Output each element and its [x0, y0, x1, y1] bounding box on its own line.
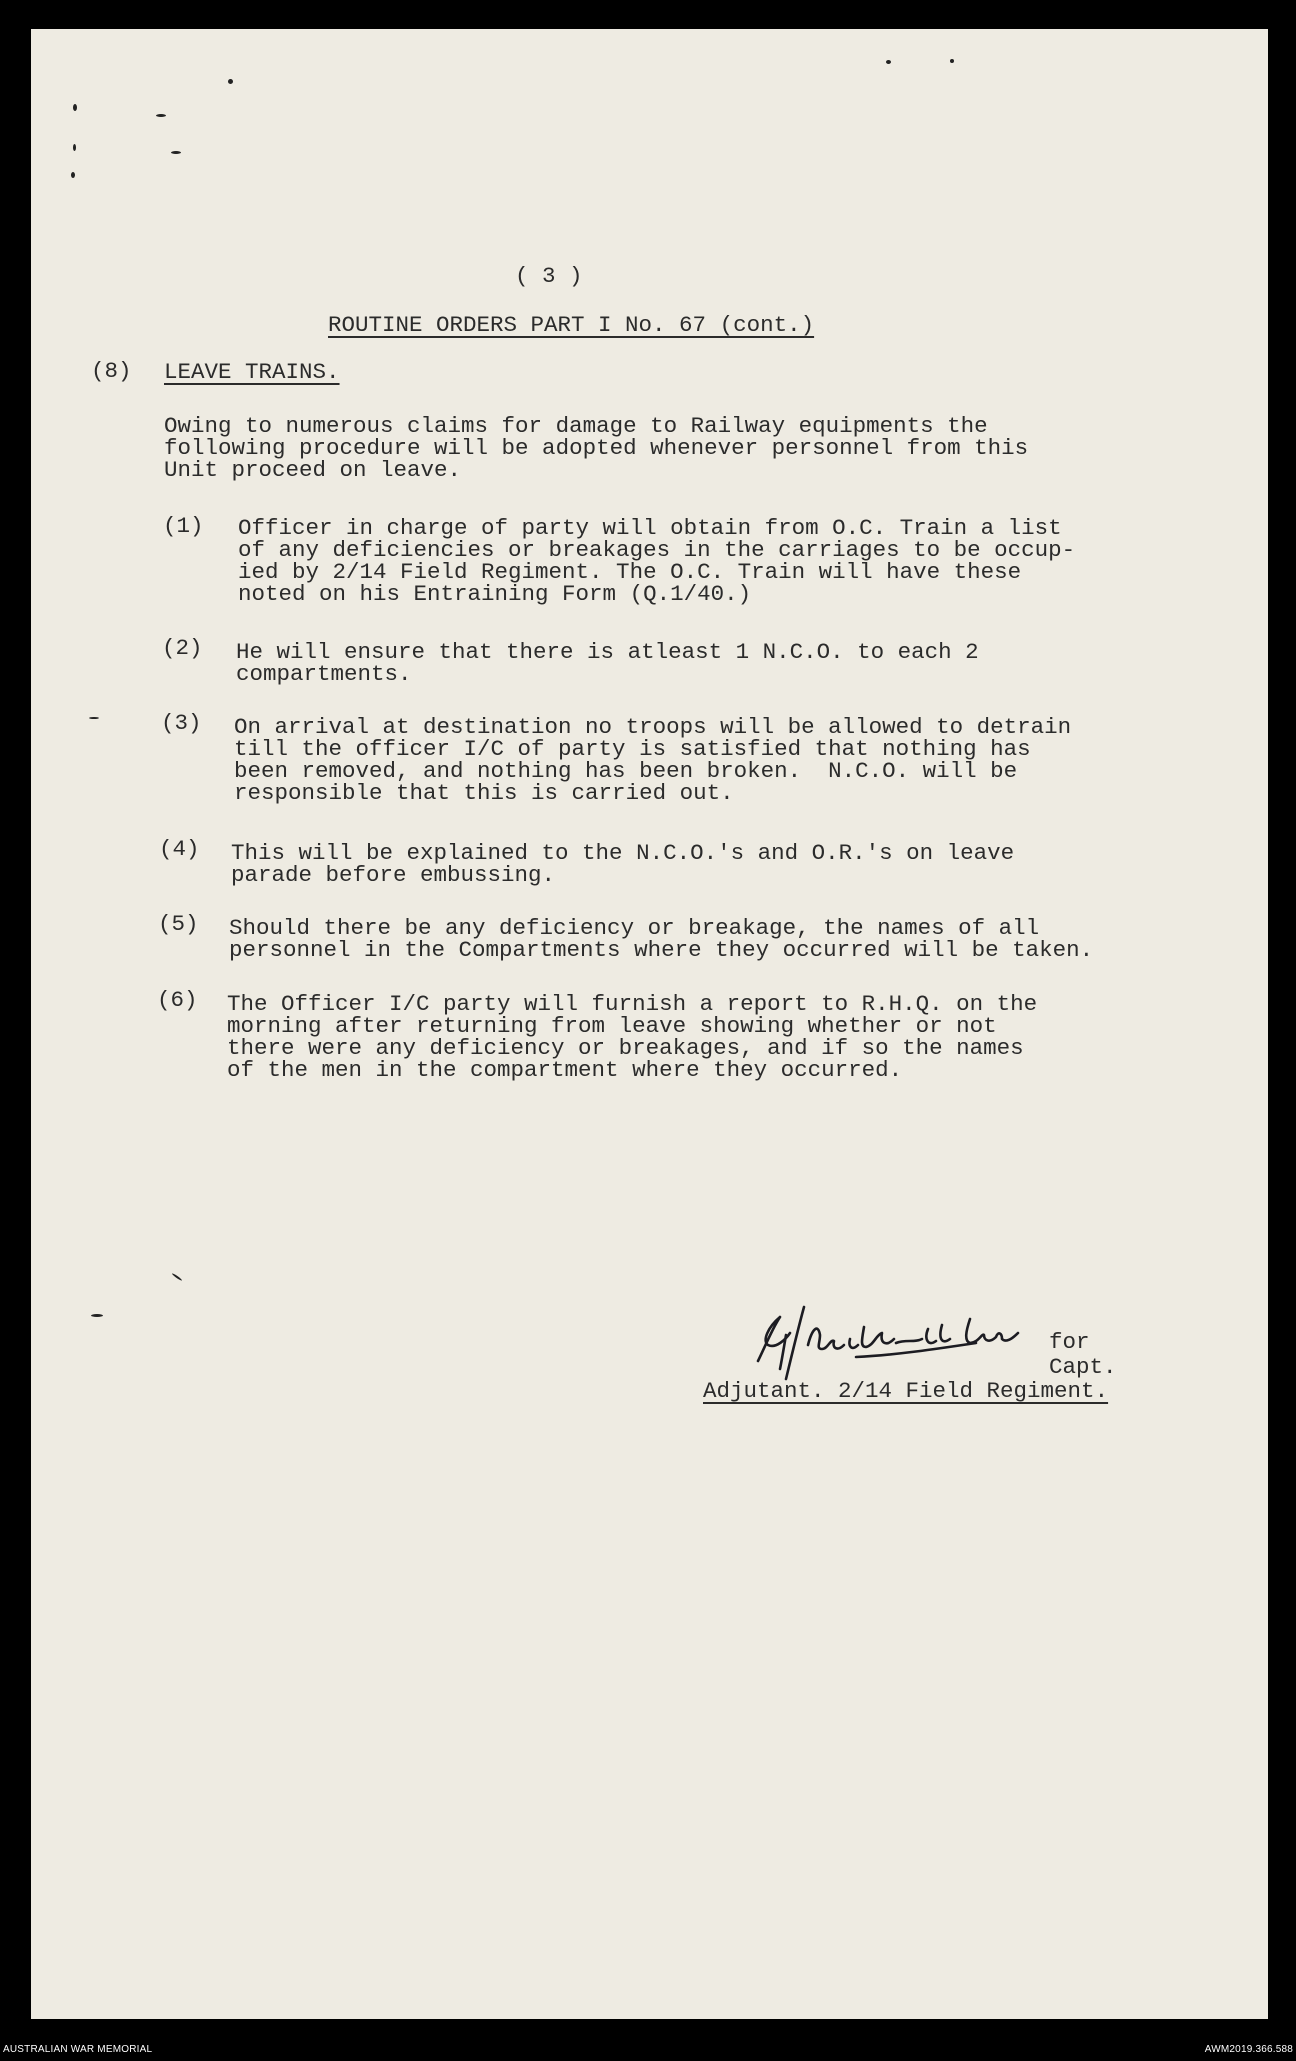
binder-mark	[156, 114, 166, 117]
item-number: (5)	[158, 911, 199, 937]
signature-capt: Capt.	[1049, 1354, 1117, 1380]
signature-for: for	[1049, 1329, 1090, 1355]
item-number: (6)	[157, 987, 198, 1013]
item-number: (2)	[162, 635, 203, 661]
binder-mark	[73, 144, 76, 151]
binder-mark	[73, 104, 77, 111]
intro-paragraph: Owing to numerous claims for damage to Railway equipments the following procedure will be adopted whenever personnel from this Unit proceed on leave.	[164, 413, 1029, 483]
binder-mark	[71, 172, 75, 178]
signature-title: Adjutant. 2/14 Field Regiment.	[703, 1378, 1109, 1404]
binder-mark	[91, 1314, 103, 1317]
item-number: (4)	[159, 836, 200, 862]
item-number: (3)	[161, 710, 202, 736]
section-number: (8)	[91, 358, 132, 384]
document-page	[31, 29, 1268, 2019]
binder-mark	[950, 59, 954, 63]
item-paragraph: Officer in charge of party will obtain from O.C. Train a list of any deficiencies or breakages in the carriages to be occup- ied by 2/14 Field Regiment. The O.C. Train will have these noted on his Entraining Form (Q.1/40.)	[238, 515, 1076, 607]
binder-mark	[171, 151, 181, 154]
binder-mark	[89, 717, 99, 719]
item-paragraph: On arrival at destination no troops will be allowed to detrain till the officer I/C of party is satisfied that nothing has been removed, and nothing has been broken. N.C.O. will be responsible that this is carried out.	[234, 714, 1072, 806]
section-title: LEAVE TRAINS.	[164, 359, 340, 385]
archive-credit-left: AUSTRALIAN WAR MEMORIAL	[3, 2044, 153, 2055]
archive-reference-right: AWM2019.366.588	[1204, 2044, 1293, 2055]
item-paragraph: Should there be any deficiency or breakage, the names of all personnel in the Compartments where they occurred will be taken.	[229, 915, 1094, 963]
item-paragraph: This will be explained to the N.C.O.'s and O.R.'s on leave parade before embussing.	[231, 840, 1015, 888]
item-paragraph: He will ensure that there is atleast 1 N.C.O. to each 2 compartments.	[236, 639, 979, 687]
binder-mark	[228, 79, 233, 84]
binder-mark	[172, 1273, 183, 1282]
item-paragraph: The Officer I/C party will furnish a report to R.H.Q. on the morning after returning from leave showing whether or not there were any deficiency or breakages, and if so the names of the men in the compartment where they occurred.	[227, 991, 1038, 1083]
order-header: ROUTINE ORDERS PART I No. 67 (cont.)	[328, 312, 815, 338]
binder-mark	[886, 60, 891, 64]
page-number: ( 3 )	[515, 263, 583, 289]
item-number: (1)	[163, 513, 204, 539]
